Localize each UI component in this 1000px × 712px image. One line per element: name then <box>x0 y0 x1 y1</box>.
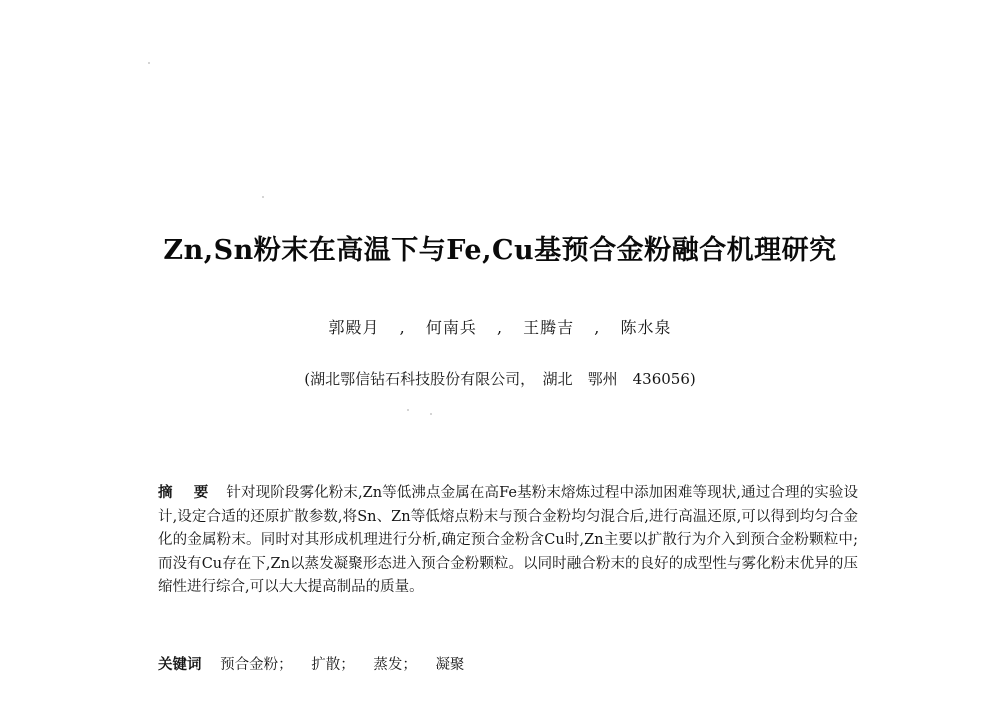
author-name: 郭殿月 <box>328 318 380 337</box>
keyword: 扩散 <box>311 657 341 673</box>
keywords-label: 关键词 <box>158 656 202 673</box>
keyword: 预合金粉 <box>220 657 279 673</box>
author-separator: , <box>399 318 406 337</box>
scan-speck <box>407 409 409 411</box>
author-separator: , <box>496 318 504 337</box>
author-name: 陈水泉 <box>620 318 672 337</box>
author-affiliation: (湖北鄂信钻石科技股份有限公司， 湖北 鄂州 436056) <box>304 370 696 388</box>
author-name: 王腾吉 <box>523 318 575 337</box>
scan-speck <box>262 196 264 198</box>
paper-title: Zn,Sn粉末在高温下与Fe,Cu基预合金粉融合机理研究 <box>163 235 837 266</box>
abstract-text: 针对现阶段雾化粉末,Zn等低沸点金属在高Fe基粉末熔炼过程中添加困难等现状,通过合理的实验设计,设定合适的还原扩散参数,将Sn、Zn等低熔点粉末与预合金粉均匀混合后,进行高温还原,可以得到均匀合金化的金属粉末。同时对其形成机理进行分析,确定预合金粉含Cu时,Zn主要以扩散行为介入到预合金粉颗粒中;而没有Cu存在下,Zn以蒸发凝聚形态进入预合金粉颗粒。以同时融合粉末的良好的成型性与雾化粉末优异的压缩性进行综合,可以大大提高制品的质量。 <box>158 485 858 595</box>
scan-speck <box>148 62 150 64</box>
keyword: 蒸发 <box>373 657 403 673</box>
keyword-separator: ； <box>278 657 293 673</box>
scan-speck <box>430 413 432 415</box>
keyword: 凝聚 <box>435 657 465 673</box>
abstract-block <box>158 481 858 600</box>
author-separator: , <box>594 318 601 337</box>
keyword-separator: ； <box>402 657 417 673</box>
author-name: 何南兵 <box>425 318 477 337</box>
abstract-label: 摘 要 <box>158 484 217 501</box>
keywords-block <box>158 653 858 674</box>
author-list <box>0 315 1000 338</box>
keyword-separator: ； <box>340 657 355 673</box>
